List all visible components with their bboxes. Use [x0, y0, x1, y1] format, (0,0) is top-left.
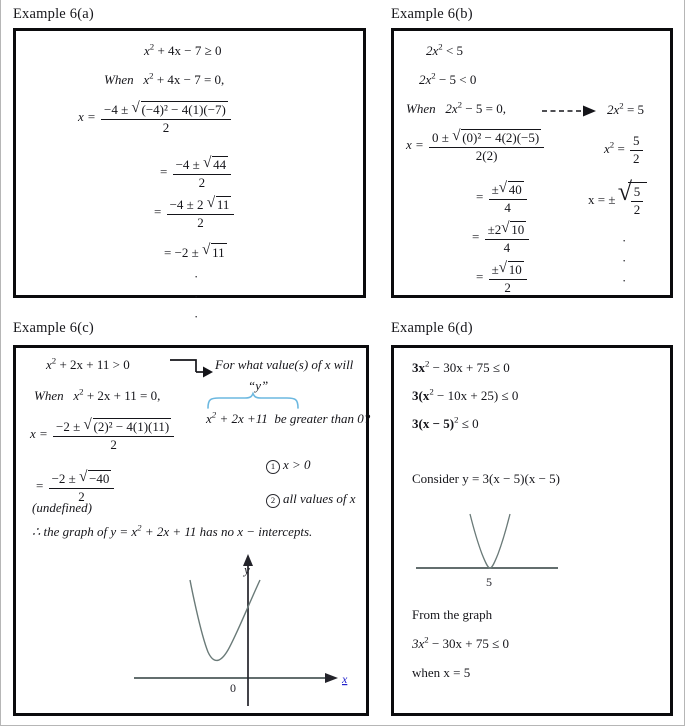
eq-6b-line1-rest: < 5 [445, 43, 464, 58]
eq-6a-when: When $x^2 + 4x - 7 = 0$, [104, 70, 225, 87]
eq-6a-eq2: = [160, 164, 168, 180]
eq-6a-step4 [164, 243, 227, 261]
eq-6b-eq2: = [476, 189, 484, 205]
eq-6c-step2 [36, 470, 116, 504]
sqrt-6b-right-line3 [619, 182, 648, 217]
eq-6b-step2 [476, 181, 529, 215]
eq-6d-line2-rest: − 10x + 25) ≤ 0 [437, 388, 519, 403]
eq-6d-line3-lead: 3(x − 5) [412, 416, 455, 431]
eq-6b-step3-lead: ±2 [487, 222, 502, 237]
eq-6b-x-equals: x = [406, 137, 424, 153]
sqrt-6b-step2-radicand: 40 [508, 182, 522, 197]
conclusion-6c: ∴ the graph of $y = x^2 + 2x + 11$ has no x − intercepts. [32, 522, 313, 539]
eq-6a-eq3: = [154, 204, 162, 220]
eq-6c-line1-rest: + 2x + 11 > 0 [59, 357, 130, 372]
conclusion-6c-lead: ∴ the graph of y = x [32, 524, 138, 539]
eq-6b-right-line1: $2x^2 = 5$ [607, 100, 645, 117]
circled-number-1: 1 [266, 460, 280, 474]
frac-6b-step3-num [485, 221, 530, 240]
sqrt-6c-step1-radicand: (2)² − 4(1)(11) [93, 419, 170, 434]
eq-6a-inequality-lhs: x [144, 43, 150, 58]
example-6b-block [391, 6, 473, 23]
frac-6a-step3-num [167, 196, 235, 215]
frac-6c-step1-num [53, 418, 174, 437]
eq-6b-right-line2: $x^2$ = $\frac{5}{2}$ [604, 134, 645, 166]
eq-6d-line4: $3x^2 - 30x + 75 \le 0$ [412, 634, 510, 651]
frac-6b-step4-num [489, 261, 527, 280]
frac-6b-step1 [429, 129, 544, 163]
eq-6a-step3-lead: −4 ± 2 [169, 197, 204, 212]
graph-6c-x-label: x [342, 672, 348, 686]
sqrt-6a-step4-radicand: 11 [212, 245, 225, 260]
frac-6b-step1-num [429, 129, 544, 148]
vdot-2: · [194, 289, 199, 305]
frac-6c-step2-den: 2 [78, 488, 85, 504]
sqrt-6a-step2 [203, 156, 228, 173]
eq-6b-when: When $2x^2 - 5 = 0$, [406, 99, 506, 116]
eq-6d-line1-lead: 3x [412, 360, 425, 375]
frac-6b-step4-den: 2 [504, 279, 511, 295]
sqrt-6a-step1-radicand: (−4)² − 4(1)(−7) [141, 102, 226, 117]
sqrt-6b-step3-radicand: 10 [511, 222, 525, 237]
eq-6b-step3 [472, 221, 531, 255]
eq-6d-line2-lead: 3(x [412, 388, 430, 403]
frac-6b-step4 [489, 261, 527, 295]
eq-6d-line3: $3(x - 5)^2 \le 0$ [412, 414, 479, 431]
eq-6a-inequality-rest: + 4x − 7 ≥ 0 [157, 43, 222, 58]
eq-6a-step4-lead: −2 ± [174, 245, 199, 260]
sqrt-6b-step4 [499, 261, 524, 278]
sqrt-6b-right-line3-rad [628, 182, 648, 217]
eq-6b-eq3: = [472, 229, 480, 245]
eq-6b-right-line1-rest: = 5 [626, 102, 645, 117]
eq-6a-step1-lead: −4 ± [104, 102, 129, 117]
frac-6b-right-line3-den: 2 [633, 201, 641, 217]
annotation-6c-quoted-y: “y” [248, 378, 269, 393]
eq-6d-line1-rest: − 30x + 75 ≤ 0 [432, 360, 510, 375]
sqrt-6c-step1 [84, 418, 172, 435]
sqrt-6b-step1 [452, 129, 541, 146]
frac-6b-step1-den: 2(2) [475, 147, 498, 163]
eq-6c-step2-lead: −2 ± [51, 471, 76, 486]
eq-6d-when-x: when x = 5 [412, 665, 471, 680]
frac-6a-step1-den: 2 [162, 119, 170, 135]
frac-6c-step2 [49, 470, 115, 504]
graph-6c-y-label: y [244, 562, 250, 577]
example-6d-box [391, 345, 673, 716]
frac-6a-step3 [167, 196, 235, 230]
example-6b-box [391, 28, 673, 298]
example-6a-block [13, 6, 94, 23]
frac-6a-step3-den: 2 [197, 214, 204, 230]
eq-6a-step2 [160, 156, 233, 190]
eq-6c-when-lead: x [73, 388, 80, 403]
choice-2-text: all values of x [283, 491, 356, 506]
frac-6b-right-line2 [630, 134, 643, 166]
annotation-6c-expr-lead: x [206, 411, 212, 426]
eq-6a-step3 [154, 196, 236, 230]
graph-6c-origin-label: 0 [230, 681, 236, 695]
frac-6b-step3-den: 4 [503, 239, 511, 255]
eq-6d-line2: $3(x^2 - 10x + 25) \le 0$ [412, 386, 519, 403]
example-6a-caption: Example 6(a) [13, 6, 94, 22]
frac-6a-step2 [173, 156, 231, 190]
eq-6c-line1: $x^2 + 2x + 11 > 0$ [46, 355, 130, 372]
example-6c-block [13, 320, 94, 337]
vertical-dots-6a [194, 267, 198, 327]
sqrt-6a-step3-radicand: 11 [216, 197, 230, 212]
sqrt-6a-step3 [207, 196, 232, 213]
choice-1-text: x > 0 [283, 457, 311, 472]
eq-6d-line3-rest: ≤ 0 [461, 416, 479, 431]
annotation-6c-expression: $x^2 + 2x +11$ be greater than 0? [206, 409, 371, 426]
choice-2-6c [266, 491, 356, 508]
eq-6d-from-graph: From the graph [412, 607, 493, 622]
frac-6b-step2-den: 4 [504, 199, 511, 215]
eq-6c-step1-lead: −2 ± [56, 419, 81, 434]
eq-6c-eq2: = [36, 478, 44, 494]
eq-6c-line1-lead: x [46, 357, 52, 372]
eq-6b-line2-rest: − 5 < 0 [438, 72, 477, 87]
eq-6a-when-label: When [104, 72, 134, 87]
eq-6b-right-line3-lead: x = ± [588, 192, 616, 208]
example-6b-caption: Example 6(b) [391, 6, 473, 22]
vdot-2: · [622, 253, 627, 269]
eq-6b-line1-lead: 2x [426, 43, 439, 58]
eq-6b-right-line3 [588, 182, 647, 217]
frac-6b-right-line3-num: √ 5 [631, 185, 644, 202]
eq-6b-line2: $2x^2 - 5 < 0$ [419, 70, 477, 87]
example-6c-caption: Example 6(c) [13, 320, 94, 336]
vdot-3: · [194, 309, 199, 325]
eq-6b-line2-lead: 2x [419, 72, 432, 87]
circled-number-2: 2 [266, 494, 280, 508]
frac-6b-step3 [485, 221, 530, 255]
frac-6b-right-line2-num: 5 [630, 134, 643, 151]
eq-6b-eq4: = [476, 269, 484, 285]
eq-6b-step4 [476, 261, 529, 295]
example-6d-caption: Example 6(d) [391, 320, 473, 336]
frac-6b-step2 [489, 181, 527, 215]
eq-6b-when-rest: − 5 = 0, [465, 101, 506, 116]
frac-6b-right-line2-den: 2 [633, 150, 640, 166]
eq-6b-when-label: When [406, 101, 436, 116]
sqrt-6b-step4-radicand: 10 [508, 262, 522, 277]
example-6c-box [13, 345, 369, 716]
vertical-dots-6b [622, 231, 626, 291]
vdot-1: · [194, 269, 199, 284]
eq-6b-step1-lead: 0 ± [432, 130, 449, 145]
undefined-note-6c: (undefined) [32, 500, 92, 515]
frac-6b-step2-num [489, 181, 527, 200]
eq-6a-when-rest: + 4x − 7 = 0, [156, 72, 225, 87]
sqrt-6a-step2-radicand: 44 [213, 157, 227, 172]
conclusion-6c-rest: + 2x + 11 has no x − intercepts. [144, 524, 313, 539]
eq-6b-step4-lead: ± [491, 262, 499, 277]
annotation-6c-line3: be greater than 0? [274, 411, 371, 426]
frac-6c-step1 [53, 418, 174, 452]
annotation-6c-line1: For what value(s) of x will [215, 357, 354, 372]
eq-6b-line1: $2x^2 < 5$ [426, 41, 464, 58]
dashed-arrow-icon [542, 105, 598, 117]
eq-6c-when: When $x^2 + 2x + 11 = 0$, [34, 386, 161, 403]
sqrt-6a-step4 [202, 243, 227, 261]
example-6a-box [13, 28, 366, 325]
frac-6a-step1 [101, 101, 231, 135]
frac-6c-step2-num [49, 470, 115, 489]
vdot-3: · [622, 273, 627, 289]
example-6d-block [391, 320, 473, 337]
eq-6a-inequality: $x^2 + 4x - 7 \ge 0$ [144, 41, 222, 58]
sqrt-6b-step1-radicand: (0)² − 4(2)(−5) [462, 130, 540, 145]
eq-6c-step1 [30, 418, 176, 452]
eq-6c-when-label: When [34, 388, 64, 403]
eq-6b-step1 [406, 129, 546, 163]
frac-6c-step1-den: 2 [110, 436, 117, 452]
eq-6d-line4-lead: 3x [412, 636, 425, 651]
sqrt-6a-step1 [132, 101, 228, 118]
graph-6d [412, 500, 572, 595]
eq-6a-step1 [78, 101, 233, 135]
eq-6c-when-rest: + 2x + 11 = 0, [86, 388, 161, 403]
eq-6a-eq4: = [164, 245, 172, 260]
sqrt-6b-step2 [499, 181, 524, 198]
blue-brace-icon [207, 393, 299, 409]
graph-6d-root-label: 5 [486, 575, 492, 589]
eq-6b-right-line2-lead: x [604, 141, 610, 157]
eq-6c-x-equals: x = [30, 426, 48, 442]
elbow-arrow-icon [170, 357, 214, 381]
frac-6b-right-line3 [631, 185, 644, 217]
eq-6a-x-equals: x = [78, 109, 96, 125]
eq-6d-line4-rest: − 30x + 75 ≤ 0 [431, 636, 510, 651]
frac-6a-step1-num [101, 101, 231, 120]
frac-6a-step2-num [173, 156, 231, 175]
eq-6b-step2-lead: ± [491, 182, 499, 197]
frac-6a-step2-den: 2 [198, 174, 206, 190]
graph-6c [126, 546, 358, 712]
sqrt-6c-step2-radicand: −40 [89, 471, 110, 486]
choice-1-6c [266, 457, 311, 474]
eq-6b-when-lead: 2x [445, 101, 458, 116]
annotation-6c-expr-rest: + 2x +11 [219, 411, 268, 426]
eq-6b-right-line2-rest: = [617, 141, 625, 157]
eq-6a-step2-lead: −4 ± [175, 157, 200, 172]
eq-6d-line1: $3x^2 - 30x + 75 \le 0$ [412, 358, 510, 375]
eq-6b-right-line1-lead: 2x [607, 102, 620, 117]
vdot-1: · [622, 233, 627, 248]
sqrt-6c-step2 [79, 470, 111, 487]
sqrt-6b-step3 [501, 221, 526, 238]
eq-6d-consider: Consider y = 3(x − 5)(x − 5) [412, 471, 561, 486]
